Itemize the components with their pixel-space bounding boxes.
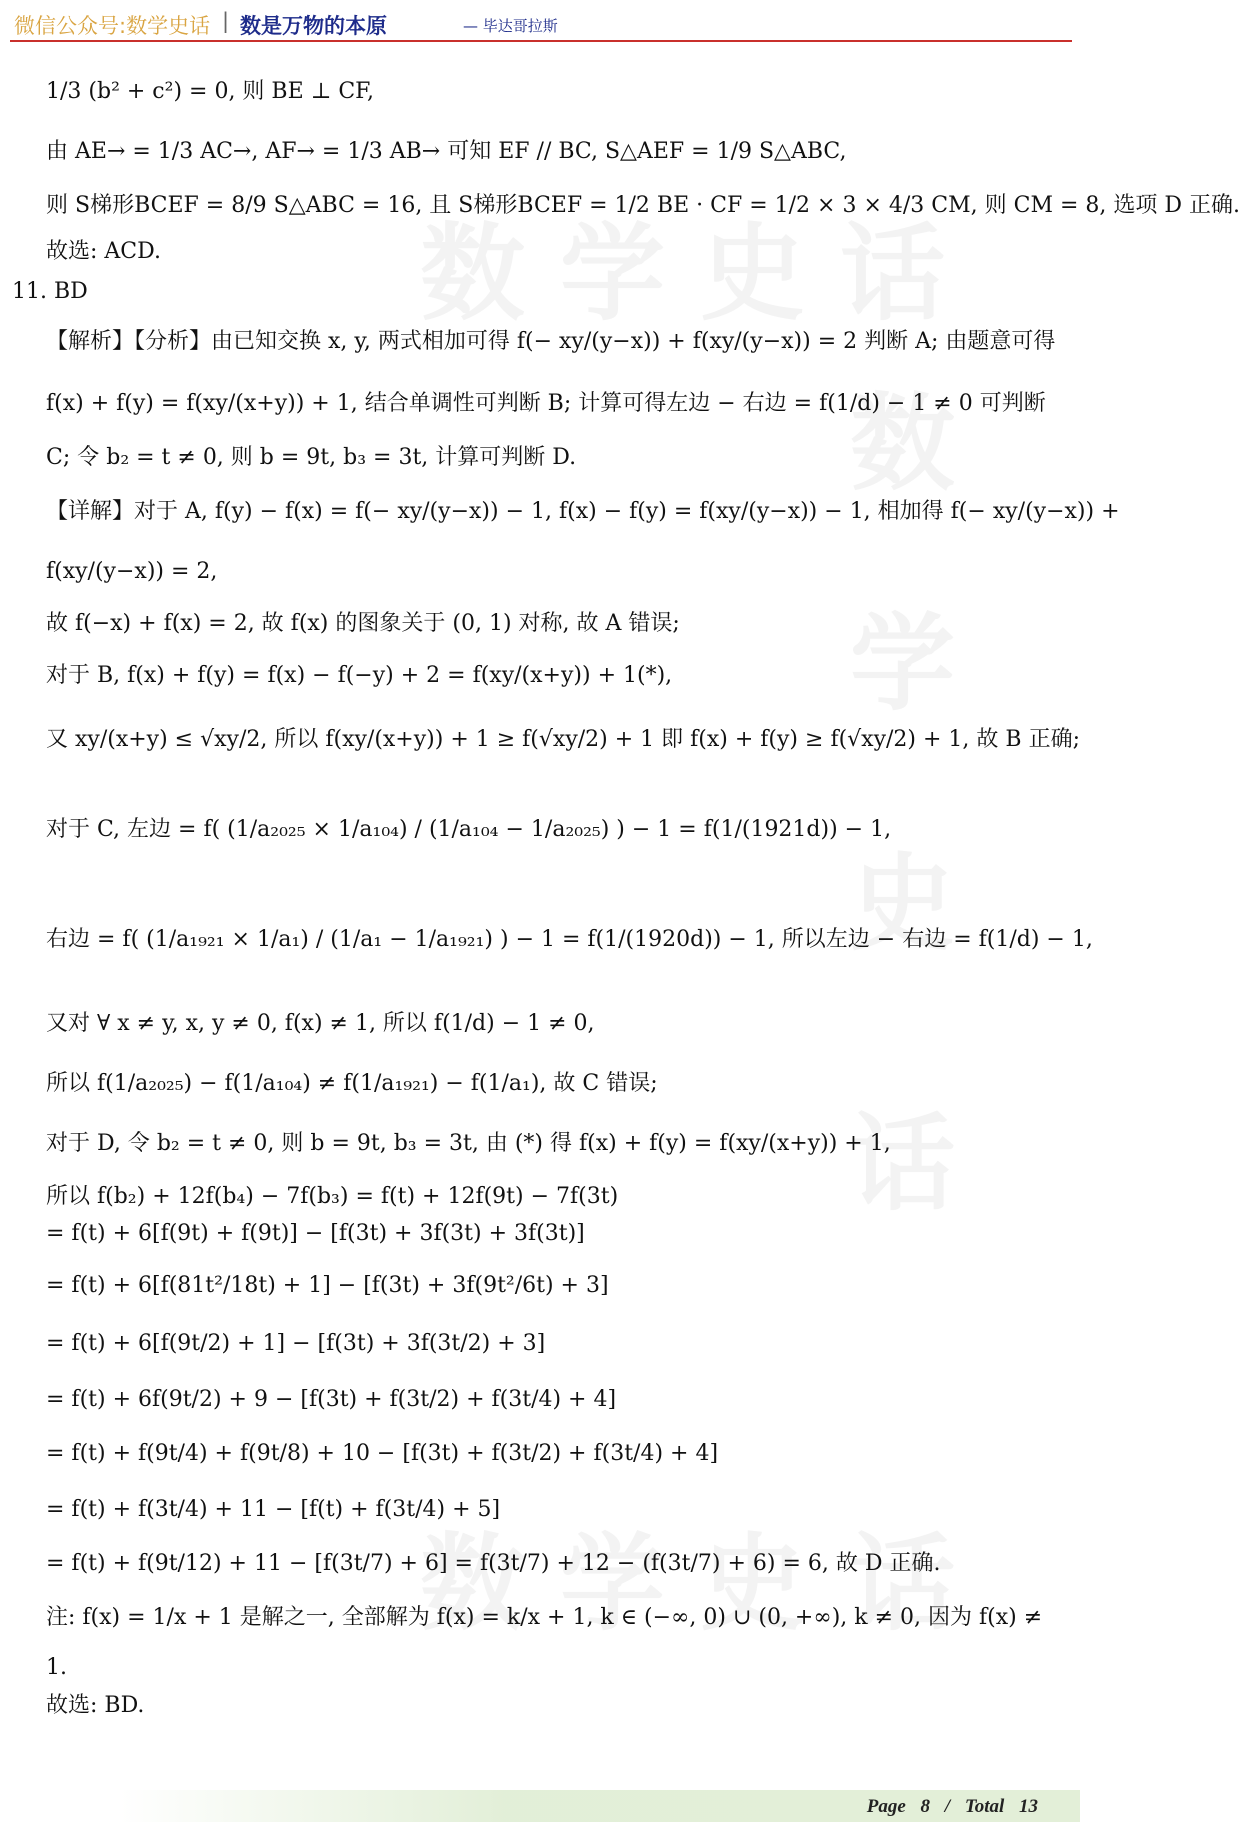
text-line: = f(t) + f(9t/12) + 11 − [f(3t/7) + 6] = f(3t/7) + 12 − (f(3t/7) + 6) = 6, 故 D 正确. [46, 1551, 941, 1576]
text-line: C; 令 b₂ = t ≠ 0, 则 b = 9t, b₃ = 3t, 计算可判断 D. [46, 445, 577, 470]
question-number: 11. BD [12, 279, 88, 304]
text-line: 又 xy/(x+y) ≤ √xy/2, 所以 f(xy/(x+y)) + 1 ≥ f(√xy/2) + 1 即 f(x) + f(y) ≥ f(√xy/2) + 1, 故 B 正确; [46, 727, 1080, 752]
text-line: 则 S梯形BCEF = 8/9 S△ABC = 16, 且 S梯形BCEF = 1/2 BE · CF = 1/2 × 3 × 4/3 CM, 则 CM = 8, 选项 D 正确. [46, 193, 1240, 218]
page-number: 8 [920, 1796, 931, 1817]
header-motto: 数是万物的本原 [240, 14, 387, 38]
text-line: = f(t) + f(3t/4) + 11 − [f(t) + f(3t/4) + 5] [46, 1497, 501, 1522]
text-line: f(x) + f(y) = f(xy/(x+y)) + 1, 结合单调性可判断 B; 计算可得左边 − 右边 = f(1/d) − 1 ≠ 0 可判断 [46, 391, 1046, 416]
total-pages: 13 [1019, 1796, 1038, 1817]
header-separator: | [222, 9, 230, 33]
header-author: — 毕达哥拉斯 [463, 17, 558, 35]
text-line: = f(t) + 6f(9t/2) + 9 − [f(3t) + f(3t/2) + f(3t/4) + 4] [46, 1387, 617, 1412]
text-line: f(xy/(y−x)) = 2, [46, 559, 218, 584]
text-line: 故选: ACD. [46, 239, 161, 264]
text-line: 【详解】对于 A, f(y) − f(x) = f(− xy/(y−x)) − 1, f(x) − f(y) = f(xy/(y−x)) − 1, 相加得 f(− xy/(y−x)) + [46, 499, 1120, 524]
text-line: 所以 f(b₂) + 12f(b₄) − 7f(b₃) = f(t) + 12f(9t) − 7f(3t) [46, 1184, 619, 1209]
text-line: = f(t) + 6[f(9t) + f(9t)] − [f(3t) + 3f(3t) + 3f(3t)] [46, 1221, 585, 1246]
page-label: Page [866, 1796, 906, 1817]
total-label: Total [964, 1796, 1005, 1817]
text-line: 1. [46, 1655, 67, 1680]
text-line: 注: f(x) = 1/x + 1 是解之一, 全部解为 f(x) = k/x + 1, k ∈ (−∞, 0) ∪ (0, +∞), k ≠ 0, 因为 f(x) ≠ [46, 1605, 1043, 1630]
text-line: 右边 = f( (1/a₁₉₂₁ × 1/a₁) / (1/a₁ − 1/a₁₉₂₁) ) − 1 = f(1/(1920d)) − 1, 所以左边 − 右边 = f(1/d) − 1, [46, 927, 1093, 952]
text-line: 对于 D, 令 b₂ = t ≠ 0, 则 b = 9t, b₃ = 3t, 由 (*) 得 f(x) + f(y) = f(xy/(x+y)) + 1, [46, 1131, 891, 1156]
text-line: 对于 C, 左边 = f( (1/a₂₀₂₅ × 1/a₁₀₄) / (1/a₁₀₄ − 1/a₂₀₂₅) ) − 1 = f(1/(1921d)) − 1, [46, 817, 892, 842]
page-slash: / [944, 1796, 951, 1817]
page-counter [867, 1796, 1038, 1818]
text-line: 所以 f(1/a₂₀₂₅) − f(1/a₁₀₄) ≠ f(1/a₁₉₂₁) − f(1/a₁), 故 C 错误; [46, 1071, 658, 1096]
text-line: 【解析】【分析】由已知交换 x, y, 两式相加可得 f(− xy/(y−x)) + f(xy/(y−x)) = 2 判断 A; 由题意可得 [46, 329, 1056, 354]
text-line: 1/3 (b² + c²) = 0, 则 BE ⊥ CF, [46, 79, 374, 104]
text-line: 由 AE→ = 1/3 AC→, AF→ = 1/3 AB→ 可知 EF // BC, S△AEF = 1/9 S△ABC, [46, 139, 847, 164]
header-source: 微信公众号:数学史话 [14, 14, 211, 38]
text-line: = f(t) + 6[f(9t/2) + 1] − [f(3t) + 3f(3t/2) + 3] [46, 1331, 546, 1356]
text-line: 对于 B, f(x) + f(y) = f(x) − f(−y) + 2 = f(xy/(x+y)) + 1(*), [46, 663, 673, 688]
page-footer [120, 1790, 1080, 1822]
text-line: 又对 ∀ x ≠ y, x, y ≠ 0, f(x) ≠ 1, 所以 f(1/d) − 1 ≠ 0, [46, 1011, 595, 1036]
text-line: = f(t) + 6[f(81t²/18t) + 1] − [f(3t) + 3f(9t²/6t) + 3] [46, 1273, 609, 1298]
text-line: 故 f(−x) + f(x) = 2, 故 f(x) 的图象关于 (0, 1) 对称, 故 A 错误; [46, 611, 680, 636]
text-line: = f(t) + f(9t/4) + f(9t/8) + 10 − [f(3t) + f(3t/2) + f(3t/4) + 4] [46, 1441, 719, 1466]
text-line: 故选: BD. [46, 1693, 145, 1718]
